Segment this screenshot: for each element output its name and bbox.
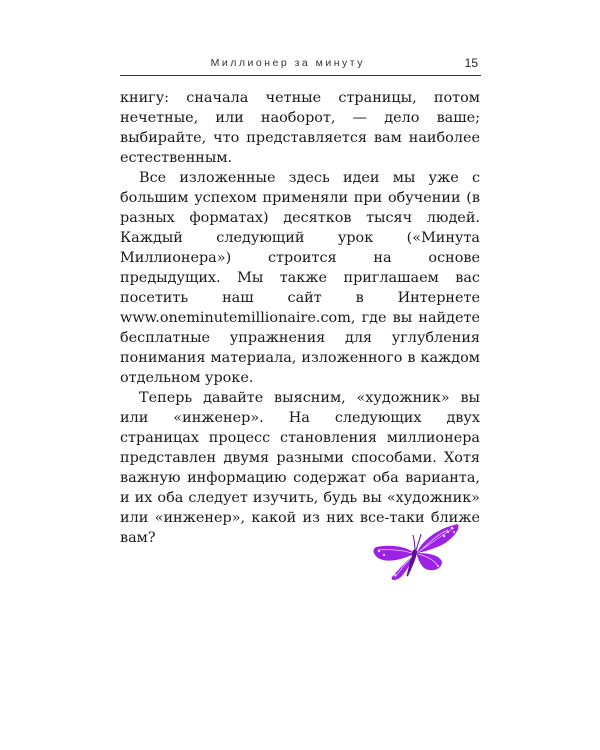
butterfly-wing-right-lower <box>417 553 442 570</box>
paragraph-continuation: книгу: сначала четные страницы, потом нечетные, или наоборот, — дело ваше; выбирайте, что представляется вам наиболее естественным. <box>120 90 480 166</box>
running-head <box>120 57 480 73</box>
butterfly-icon <box>368 522 462 582</box>
butterfly-wing-left-upper <box>373 546 413 561</box>
header-divider <box>120 75 481 76</box>
butterfly-spot <box>453 531 455 533</box>
butterfly-antenna <box>413 535 415 550</box>
paragraph-ideas: Все изложенные здесь идеи мы уже с большим успехом применяли при обучении (в разных форматах) десятков тысяч людей. Каждый следующий урок («Минута Миллионера») строится на основе предыдущих. Мы также приглашаем вас посетить наш сайт в Интернете www.oneminutemillionaire.com, где вы найдете бесплатные упражнения для углубления понимания материала, изложенного в каждом отдельном уроке. <box>120 170 480 386</box>
butterfly-spot <box>383 554 385 556</box>
body-text <box>120 88 480 548</box>
paragraph-artist-engineer: Теперь давайте выясним, «художник» вы или «инженер». На следующих двух страницах процесс становления миллионера представлен двумя разными способами. Хотя важную информацию содержат оба варианта, и их оба следует изучить, будь вы «художник» или «инженер», какой из них все-таки ближе вам? <box>120 390 480 546</box>
running-title: Миллионер за минуту <box>210 57 365 69</box>
page-number: 15 <box>464 56 478 70</box>
